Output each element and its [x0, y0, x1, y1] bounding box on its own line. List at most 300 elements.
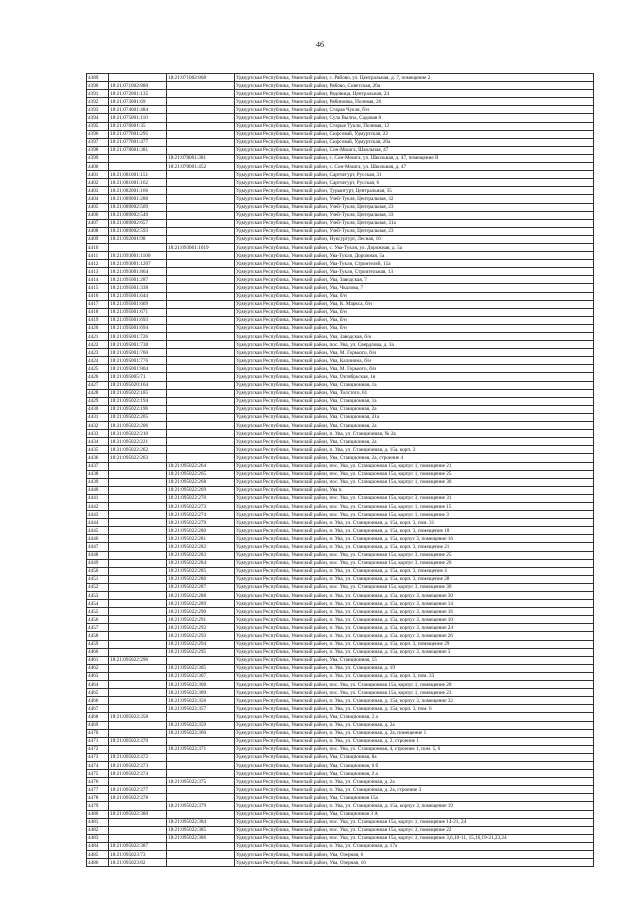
- table-row: [87, 138, 594, 146]
- row-number-cell: 4397: [87, 138, 109, 146]
- cadastral-number-cell: 18:21:095023:73: [109, 851, 167, 859]
- table-row: [87, 357, 594, 365]
- address-cell: Удмуртская Республика, Увинский район, п. Ува, ул. Станционная, д. 2а: [235, 721, 594, 729]
- row-number-cell: 4404: [87, 195, 109, 203]
- premises-cadastral-number-cell: 18:21:078001:452: [167, 163, 235, 171]
- cadastral-number-cell: 18:21:095022:387: [109, 842, 167, 850]
- row-number-cell: 4401: [87, 171, 109, 179]
- row-number-cell: 4403: [87, 187, 109, 195]
- address-cell: Удмуртская Республика, Увинский район, пос. Ува, ул. Станционная 15а, корпус 3, помещение 25: [235, 551, 594, 559]
- cadastral-number-cell: 18:21:095022:296: [109, 656, 167, 664]
- premises-cadastral-number-cell: 18:21:095022:293: [167, 632, 235, 640]
- row-number-cell: 4411: [87, 252, 109, 260]
- row-number-cell: 4449: [87, 559, 109, 567]
- premises-cadastral-number-cell: 18:21:095022:282: [167, 543, 235, 551]
- address-cell: Удмуртская Республика, Увинский район, пос. Ува, ул. Станционная 15а, корпус 3, помещение 26: [235, 559, 594, 567]
- row-number-cell: 4462: [87, 664, 109, 672]
- premises-cadastral-number-cell: [167, 397, 235, 405]
- address-cell: Удмуртская Республика, Увинский район, пос. Ува, ул. Станционная 15а, корпус 1, помещение 14-21, 24: [235, 818, 594, 826]
- cadastral-number-cell: 18:21:073001:69: [109, 98, 167, 106]
- address-cell: Удмуртская Республика, Увинский район, пос. Ува, ул. Станционная 15а, корпус 3, помещение 30: [235, 583, 594, 591]
- row-number-cell: 4400: [87, 163, 109, 171]
- cadastral-number-cell: [109, 648, 167, 656]
- premises-cadastral-number-cell: [167, 82, 235, 90]
- address-cell: Удмуртская Республика, Увинский район, Ува, Октябрьская, 1в: [235, 373, 594, 381]
- cadastral-number-cell: [109, 494, 167, 502]
- row-number-cell: 4429: [87, 397, 109, 405]
- cadastral-number-cell: [109, 592, 167, 600]
- table-row: [87, 373, 594, 381]
- premises-cadastral-number-cell: 18:21:095022:281: [167, 535, 235, 543]
- cadastral-number-cell: [109, 74, 167, 82]
- table-row: [87, 592, 594, 600]
- table-row: [87, 519, 594, 527]
- row-number-cell: 4435: [87, 446, 109, 454]
- address-cell: Удмуртская Республика, Увинский район, п. Ува, ул. Станционная, д. 15а, корпус 3, помещение 32: [235, 697, 594, 705]
- address-cell: Удмуртская Республика, Увинский район, Ува, Толстого, 61: [235, 389, 594, 397]
- cadastral-number-cell: [109, 502, 167, 510]
- cadastral-number-cell: [109, 745, 167, 753]
- row-number-cell: 4390: [87, 82, 109, 90]
- premises-cadastral-number-cell: 18:21:095022:291: [167, 616, 235, 624]
- address-cell: Удмуртская Республика, Увинский район, пос. Ува, ул. Станционная 15а, корпус 3, помещение 31: [235, 494, 594, 502]
- row-number-cell: 4418: [87, 308, 109, 316]
- cadastral-number-cell: [109, 721, 167, 729]
- table-row: [87, 664, 594, 672]
- cadastral-number-cell: [109, 559, 167, 567]
- row-number-cell: 4477: [87, 786, 109, 794]
- premises-cadastral-number-cell: 18:21:095022:288: [167, 592, 235, 600]
- cadastral-number-cell: 18:21:095001:644: [109, 292, 167, 300]
- cadastral-number-cell: 18:21:093001:1100: [109, 252, 167, 260]
- address-cell: Удмуртская Республика, Увинский район, Ува, Станционная, 2 а: [235, 713, 594, 721]
- cadastral-number-cell: [109, 818, 167, 826]
- address-cell: Удмуртская Республика, Увинский район, Ува п.: [235, 486, 594, 494]
- cadastral-number-cell: [109, 154, 167, 162]
- cadastral-number-cell: 18:21:095001:738: [109, 341, 167, 349]
- row-number-cell: 4453: [87, 592, 109, 600]
- table-row: [87, 430, 594, 438]
- row-number-cell: 4459: [87, 640, 109, 648]
- table-row: [87, 705, 594, 713]
- address-cell: Удмуртская Республика, Увинский район, Ува, Заводская, б/н: [235, 333, 594, 341]
- row-number-cell: 4448: [87, 551, 109, 559]
- cadastral-number-cell: [109, 243, 167, 251]
- table-row: [87, 333, 594, 341]
- table-row: [87, 737, 594, 745]
- table-row: [87, 559, 594, 567]
- premises-cadastral-number-cell: 18:21:095022:265: [167, 470, 235, 478]
- premises-cadastral-number-cell: [167, 389, 235, 397]
- table-row: [87, 90, 594, 98]
- table-row: [87, 502, 594, 510]
- address-cell: Удмуртская Республика, Увинский район, Ува, Заводская, 7: [235, 276, 594, 284]
- address-cell: Удмуртская Республика, Увинский район, пос. Ува, ул. Станционная 15а, корпус 3, помещение 22: [235, 826, 594, 834]
- row-number-cell: 4428: [87, 389, 109, 397]
- address-cell: Удмуртская Республика, Увинский район, Ува, Станционная, 2 а: [235, 770, 594, 778]
- row-number-cell: 4451: [87, 575, 109, 583]
- table-row: [87, 187, 594, 195]
- cadastral-number-cell: 18:21:095001:760: [109, 349, 167, 357]
- row-number-cell: 4467: [87, 705, 109, 713]
- table-row: [87, 608, 594, 616]
- row-number-cell: 4399: [87, 154, 109, 162]
- address-cell: Удмуртская Республика, Увинский район, п. Ува, ул. Станционная, д. 15а, корпус 3, помещение 10: [235, 616, 594, 624]
- premises-cadastral-number-cell: [167, 786, 235, 794]
- premises-cadastral-number-cell: [167, 179, 235, 187]
- address-cell: Удмуртская Республика, Увинский район, п. Ува, ул. Станционная, д. 15а, корпус 3, помещение 30: [235, 592, 594, 600]
- cadastral-number-cell: 18:21:095022:196: [109, 405, 167, 413]
- premises-cadastral-number-cell: 18:21:095022:386: [167, 834, 235, 842]
- table-row: [87, 834, 594, 842]
- cadastral-number-cell: 18:21:071002:880: [109, 82, 167, 90]
- row-number-cell: 4486: [87, 859, 109, 867]
- row-number-cell: 4417: [87, 300, 109, 308]
- table-row: [87, 721, 594, 729]
- row-number-cell: 4445: [87, 527, 109, 535]
- row-number-cell: 4473: [87, 753, 109, 761]
- row-number-cell: 4432: [87, 422, 109, 430]
- table-row: [87, 851, 594, 859]
- table-row: [87, 146, 594, 154]
- premises-cadastral-number-cell: 18:21:095022:264: [167, 462, 235, 470]
- table-row: [87, 681, 594, 689]
- cadastral-number-cell: 18:21:093001:1207: [109, 260, 167, 268]
- premises-cadastral-number-cell: 18:21:095022:360: [167, 729, 235, 737]
- table-row: [87, 211, 594, 219]
- premises-cadastral-number-cell: 18:21:095022:273: [167, 502, 235, 510]
- address-cell: Удмуртская Республика, Увинский район, п. Ува, ул. Станционная, д. 15а, корп. 3, помещение 18: [235, 527, 594, 535]
- address-cell: Удмуртская Республика, Увинский район, Ува-Тукля, Строителей, 15а: [235, 260, 594, 268]
- table-row: [87, 494, 594, 502]
- table-row: [87, 268, 594, 276]
- address-cell: Удмуртская Республика, Увинский район, пос. Ува, ул. Станционная 15а, корпус 1, помещение 15: [235, 502, 594, 510]
- table-row: [87, 786, 594, 794]
- cadastral-number-cell: 18:21:077001:295: [109, 130, 167, 138]
- cadastral-number-cell: 18:21:095022:221: [109, 438, 167, 446]
- cadastral-number-cell: [109, 567, 167, 575]
- premises-cadastral-number-cell: 18:21:095022:280: [167, 527, 235, 535]
- premises-cadastral-number-cell: [167, 405, 235, 413]
- address-cell: Удмуртская Республика, Увинский район, пос. Ува, ул. Станционная 15а, корпус 1, помещение 23: [235, 689, 594, 697]
- row-number-cell: 4482: [87, 826, 109, 834]
- row-number-cell: 4394: [87, 114, 109, 122]
- premises-cadastral-number-cell: 18:21:078001:381: [167, 154, 235, 162]
- table-row: [87, 729, 594, 737]
- address-cell: Удмуртская Республика, Увинский район, Ува, б/н: [235, 308, 594, 316]
- cadastral-number-cell: 18:21:078001:381: [109, 146, 167, 154]
- cadastral-number-cell: 18:21:089002:549: [109, 211, 167, 219]
- address-cell: Удмуртская Республика, Увинский район, Старые Тукли, Полевая, 12: [235, 122, 594, 130]
- page-number: 46: [316, 40, 324, 49]
- address-cell: Удмуртская Республика, Увинский район, Ува, б/н: [235, 316, 594, 324]
- row-number-cell: 4407: [87, 219, 109, 227]
- cadastral-number-cell: 18:21:095001:669: [109, 300, 167, 308]
- address-cell: Удмуртская Республика, Увинский район, Ува, Калинина, б/н: [235, 357, 594, 365]
- row-number-cell: 4393: [87, 106, 109, 114]
- cadastral-number-cell: 18:21:095022:263: [109, 454, 167, 462]
- premises-cadastral-number-cell: [167, 656, 235, 664]
- address-cell: Удмуртская Республика, Увинский район, Сюрсовай, Удмуртская, 20а: [235, 138, 594, 146]
- row-number-cell: 4424: [87, 357, 109, 365]
- premises-cadastral-number-cell: [167, 276, 235, 284]
- cadastral-number-cell: 18:21:095022:185: [109, 389, 167, 397]
- table-row: [87, 324, 594, 332]
- table-row: [87, 381, 594, 389]
- premises-cadastral-number-cell: [167, 438, 235, 446]
- premises-cadastral-number-cell: [167, 713, 235, 721]
- row-number-cell: 4485: [87, 851, 109, 859]
- table-row: [87, 219, 594, 227]
- premises-cadastral-number-cell: [167, 308, 235, 316]
- table-row: [87, 243, 594, 251]
- cadastral-number-cell: 18:21:095001:671: [109, 308, 167, 316]
- table-row: [87, 235, 594, 243]
- table-row: [87, 672, 594, 680]
- cadastral-number-cell: [109, 802, 167, 810]
- cadastral-number-cell: [109, 462, 167, 470]
- row-number-cell: 4415: [87, 284, 109, 292]
- address-cell: Удмуртская Республика, Увинский район, Ува, М. Горького, б/н: [235, 365, 594, 373]
- table-row: [87, 697, 594, 705]
- cadastral-number-cell: [109, 163, 167, 171]
- address-cell: Удмуртская Республика, Увинский район, Ува, Станционная, 2а: [235, 438, 594, 446]
- premises-cadastral-number-cell: [167, 146, 235, 154]
- address-cell: Удмуртская Республика, Увинский район, пос. Ува, ул. Станционная 15а, корпус 1, помещение 28: [235, 681, 594, 689]
- premises-cadastral-number-cell: [167, 333, 235, 341]
- table-row: [87, 624, 594, 632]
- row-number-cell: 4474: [87, 761, 109, 769]
- table-row: [87, 454, 594, 462]
- premises-cadastral-number-cell: 18:21:095022:357: [167, 705, 235, 713]
- premises-cadastral-number-cell: 18:21:095022:294: [167, 640, 235, 648]
- table-row: [87, 794, 594, 802]
- address-cell: Удмуртская Республика, Увинский район, п. Ува, ул. Станционная, д. 15а, корп. 3: [235, 446, 594, 454]
- table-row: [87, 745, 594, 753]
- row-number-cell: 4422: [87, 341, 109, 349]
- row-number-cell: 4405: [87, 203, 109, 211]
- address-cell: Удмуртская Республика, Увинский район, п. Ува, ул. Станционная, д. 2а: [235, 778, 594, 786]
- premises-cadastral-number-cell: [167, 810, 235, 818]
- cadastral-number-cell: [109, 640, 167, 648]
- premises-cadastral-number-cell: [167, 794, 235, 802]
- premises-cadastral-number-cell: 18:21:095022:309: [167, 689, 235, 697]
- cadastral-number-cell: 18:21:074001:484: [109, 106, 167, 114]
- premises-cadastral-number-cell: 18:21:093001:1019: [167, 243, 235, 251]
- cadastral-number-cell: 18:21:072001:135: [109, 90, 167, 98]
- row-number-cell: 4478: [87, 794, 109, 802]
- premises-cadastral-number-cell: [167, 761, 235, 769]
- address-cell: Удмуртская Республика, Увинский район, п. Ува, ул. Станционная, д. 15а, корп. 3, помещение 21: [235, 543, 594, 551]
- row-number-cell: 4395: [87, 122, 109, 130]
- cadastral-number-cell: 18:21:095022:370: [109, 737, 167, 745]
- address-cell: Удмуртская Республика, Увинский район, п. Ува, ул. Станционная, № 2а: [235, 430, 594, 438]
- premises-cadastral-number-cell: 18:21:095022:268: [167, 478, 235, 486]
- premises-cadastral-number-cell: [167, 324, 235, 332]
- premises-cadastral-number-cell: [167, 187, 235, 195]
- premises-cadastral-number-cell: [167, 171, 235, 179]
- row-number-cell: 4447: [87, 543, 109, 551]
- address-cell: Удмуртская Республика, Увинский район, Сартчегурт, Русская, 6: [235, 179, 594, 187]
- cadastral-number-cell: [109, 527, 167, 535]
- cadastral-number-cell: [109, 689, 167, 697]
- row-number-cell: 4464: [87, 681, 109, 689]
- premises-cadastral-number-cell: 18:21:095022:279: [167, 519, 235, 527]
- cadastral-number-cell: [109, 608, 167, 616]
- premises-cadastral-number-cell: [167, 90, 235, 98]
- address-cell: Удмуртская Республика, Увинский район, Ува, К. Маркса, б/н: [235, 300, 594, 308]
- address-cell: Удмуртская Республика, Увинский район, Ува, Чкалова, 7: [235, 284, 594, 292]
- row-number-cell: 4392: [87, 98, 109, 106]
- address-cell: Удмуртская Республика, Увинский район, пос. Ува, ул. Станционная 15а, корпус 1, помещение 25: [235, 470, 594, 478]
- cadastral-number-cell: 18:21:076001:35: [109, 122, 167, 130]
- premises-cadastral-number-cell: [167, 357, 235, 365]
- row-number-cell: 4466: [87, 697, 109, 705]
- table-row: [87, 171, 594, 179]
- row-number-cell: 4410: [87, 243, 109, 251]
- address-cell: Удмуртская Республика, Увинский район, Ува, б/н: [235, 324, 594, 332]
- premises-cadastral-number-cell: [167, 268, 235, 276]
- table-row: [87, 648, 594, 656]
- address-cell: Удмуртская Республика, Увинский район, Сула Вылгы, Садовая 8: [235, 114, 594, 122]
- premises-cadastral-number-cell: [167, 227, 235, 235]
- address-cell: Удмуртская Республика, Увинский район, пос. Ува, ул. Станционная 15а, корпус 1, помещение 21: [235, 462, 594, 470]
- row-number-cell: 4458: [87, 632, 109, 640]
- premises-cadastral-number-cell: 18:21:095022:371: [167, 745, 235, 753]
- table-row: [87, 632, 594, 640]
- table-row: [87, 195, 594, 203]
- cadastral-number-cell: [109, 519, 167, 527]
- table-row: [87, 365, 594, 373]
- table-row: [87, 300, 594, 308]
- cadastral-number-cell: 18:21:081001:162: [109, 179, 167, 187]
- cadastral-number-cell: 18:21:095001:338: [109, 284, 167, 292]
- premises-cadastral-number-cell: [167, 122, 235, 130]
- row-number-cell: 4421: [87, 333, 109, 341]
- address-cell: Удмуртская Республика, Увинский район, Узей-Тукля, Центральная, 33: [235, 211, 594, 219]
- table-row: [87, 446, 594, 454]
- premises-cadastral-number-cell: [167, 130, 235, 138]
- premises-cadastral-number-cell: [167, 422, 235, 430]
- row-number-cell: 4481: [87, 818, 109, 826]
- cadastral-number-cell: [109, 632, 167, 640]
- row-number-cell: 4413: [87, 268, 109, 276]
- table-row: [87, 438, 594, 446]
- row-number-cell: 4484: [87, 842, 109, 850]
- row-number-cell: 4475: [87, 770, 109, 778]
- address-cell: Удмуртская Республика, Увинский район, п. Ува, ул. Станционная, д. 2а, помещение 1: [235, 729, 594, 737]
- row-number-cell: 4427: [87, 381, 109, 389]
- table-row: [87, 316, 594, 324]
- row-number-cell: 4439: [87, 478, 109, 486]
- cadastral-number-cell: 18:21:095001:287: [109, 276, 167, 284]
- table-row: [87, 802, 594, 810]
- table-row: [87, 284, 594, 292]
- cadastral-number-cell: 18:21:075001:110: [109, 114, 167, 122]
- premises-cadastral-number-cell: [167, 284, 235, 292]
- row-number-cell: 4438: [87, 470, 109, 478]
- cadastral-number-cell: [109, 470, 167, 478]
- address-cell: Удмуртская Республика, Увинский район, Ува, Станционная, 8а: [235, 753, 594, 761]
- table-row: [87, 405, 594, 413]
- table-row: [87, 527, 594, 535]
- cadastral-number-cell: 18:21:089002:593: [109, 227, 167, 235]
- address-cell: Удмуртская Республика, Увинский район, Ува, Станционная, 2а: [235, 422, 594, 430]
- row-number-cell: 4408: [87, 227, 109, 235]
- row-number-cell: 4450: [87, 567, 109, 575]
- row-number-cell: 4443: [87, 511, 109, 519]
- premises-cadastral-number-cell: 18:21:095022:308: [167, 681, 235, 689]
- address-cell: Удмуртская Республика, Увинский район, Старая Чукля, б/н: [235, 106, 594, 114]
- premises-cadastral-number-cell: [167, 381, 235, 389]
- premises-cadastral-number-cell: 18:21:095022:379: [167, 802, 235, 810]
- row-number-cell: 4426: [87, 373, 109, 381]
- address-cell: Удмуртская Республика, Увинский район, Рядовица, Центральная, 24: [235, 90, 594, 98]
- premises-cadastral-number-cell: 18:21:095022:356: [167, 697, 235, 705]
- address-cell: Удмуртская Республика, Увинский район, Ува, М. Горького, б/н: [235, 349, 594, 357]
- table-row: [87, 227, 594, 235]
- address-cell: Удмуртская Республика, Увинский район, пос. Ува, ул. Станционная 15а, корпус 1, помещение 30: [235, 478, 594, 486]
- table-row: [87, 276, 594, 284]
- table-row: [87, 859, 594, 867]
- premises-cadastral-number-cell: [167, 235, 235, 243]
- row-number-cell: 4444: [87, 519, 109, 527]
- table-row: [87, 478, 594, 486]
- row-number-cell: 4396: [87, 130, 109, 138]
- cadastral-number-cell: [109, 664, 167, 672]
- address-cell: Удмуртская Республика, Увинский район, п. Ува, ул. Станционная, д. 15а, корпус 3, помещение 24: [235, 624, 594, 632]
- address-cell: Удмуртская Республика, Увинский район, Узей-Тукля, Центральная, 31а: [235, 219, 594, 227]
- address-cell: Удмуртская Республика, Увинский район, Ува, Станционная, 1а: [235, 397, 594, 405]
- address-cell: Удмуртская Республика, Увинский район, Сон-Мошга, Школьная, 47: [235, 146, 594, 154]
- cadastral-number-cell: 18:21:095022:380: [109, 810, 167, 818]
- cadastral-number-cell: 18:21:095022:374: [109, 770, 167, 778]
- table-row: [87, 535, 594, 543]
- table-row: [87, 130, 594, 138]
- premises-cadastral-number-cell: 18:21:095022:359: [167, 721, 235, 729]
- row-number-cell: 4414: [87, 276, 109, 284]
- registry-table: [86, 73, 594, 867]
- table-row: [87, 511, 594, 519]
- premises-cadastral-number-cell: [167, 851, 235, 859]
- premises-cadastral-number-cell: 18:21:095022:292: [167, 624, 235, 632]
- row-number-cell: 4457: [87, 624, 109, 632]
- row-number-cell: 4419: [87, 316, 109, 324]
- premises-cadastral-number-cell: [167, 316, 235, 324]
- cadastral-number-cell: 18:21:095001:726: [109, 333, 167, 341]
- row-number-cell: 4456: [87, 616, 109, 624]
- table-row: [87, 543, 594, 551]
- row-number-cell: 4416: [87, 292, 109, 300]
- premises-cadastral-number-cell: [167, 365, 235, 373]
- table-row: [87, 656, 594, 664]
- table-row: [87, 842, 594, 850]
- table-row: [87, 82, 594, 90]
- address-cell: Удмуртская Республика, Увинский район, Турынгурт, Центральная, 35: [235, 187, 594, 195]
- address-cell: Удмуртская Республика, Увинский район, Ува, б/н: [235, 292, 594, 300]
- premises-cadastral-number-cell: [167, 114, 235, 122]
- cadastral-number-cell: [109, 616, 167, 624]
- table-row: [87, 252, 594, 260]
- premises-cadastral-number-cell: [167, 138, 235, 146]
- address-cell: Удмуртская Республика, Увинский район, п. Ува, ул. Станционная, д. 15а, корп. 3, пом. 31: [235, 519, 594, 527]
- table-row: [87, 810, 594, 818]
- row-number-cell: 4406: [87, 211, 109, 219]
- table-row: [87, 567, 594, 575]
- table-row: [87, 818, 594, 826]
- address-cell: Удмуртская Республика, Увинский район, Рябиновка, Полевая, 26: [235, 98, 594, 106]
- premises-cadastral-number-cell: 18:21:095022:274: [167, 511, 235, 519]
